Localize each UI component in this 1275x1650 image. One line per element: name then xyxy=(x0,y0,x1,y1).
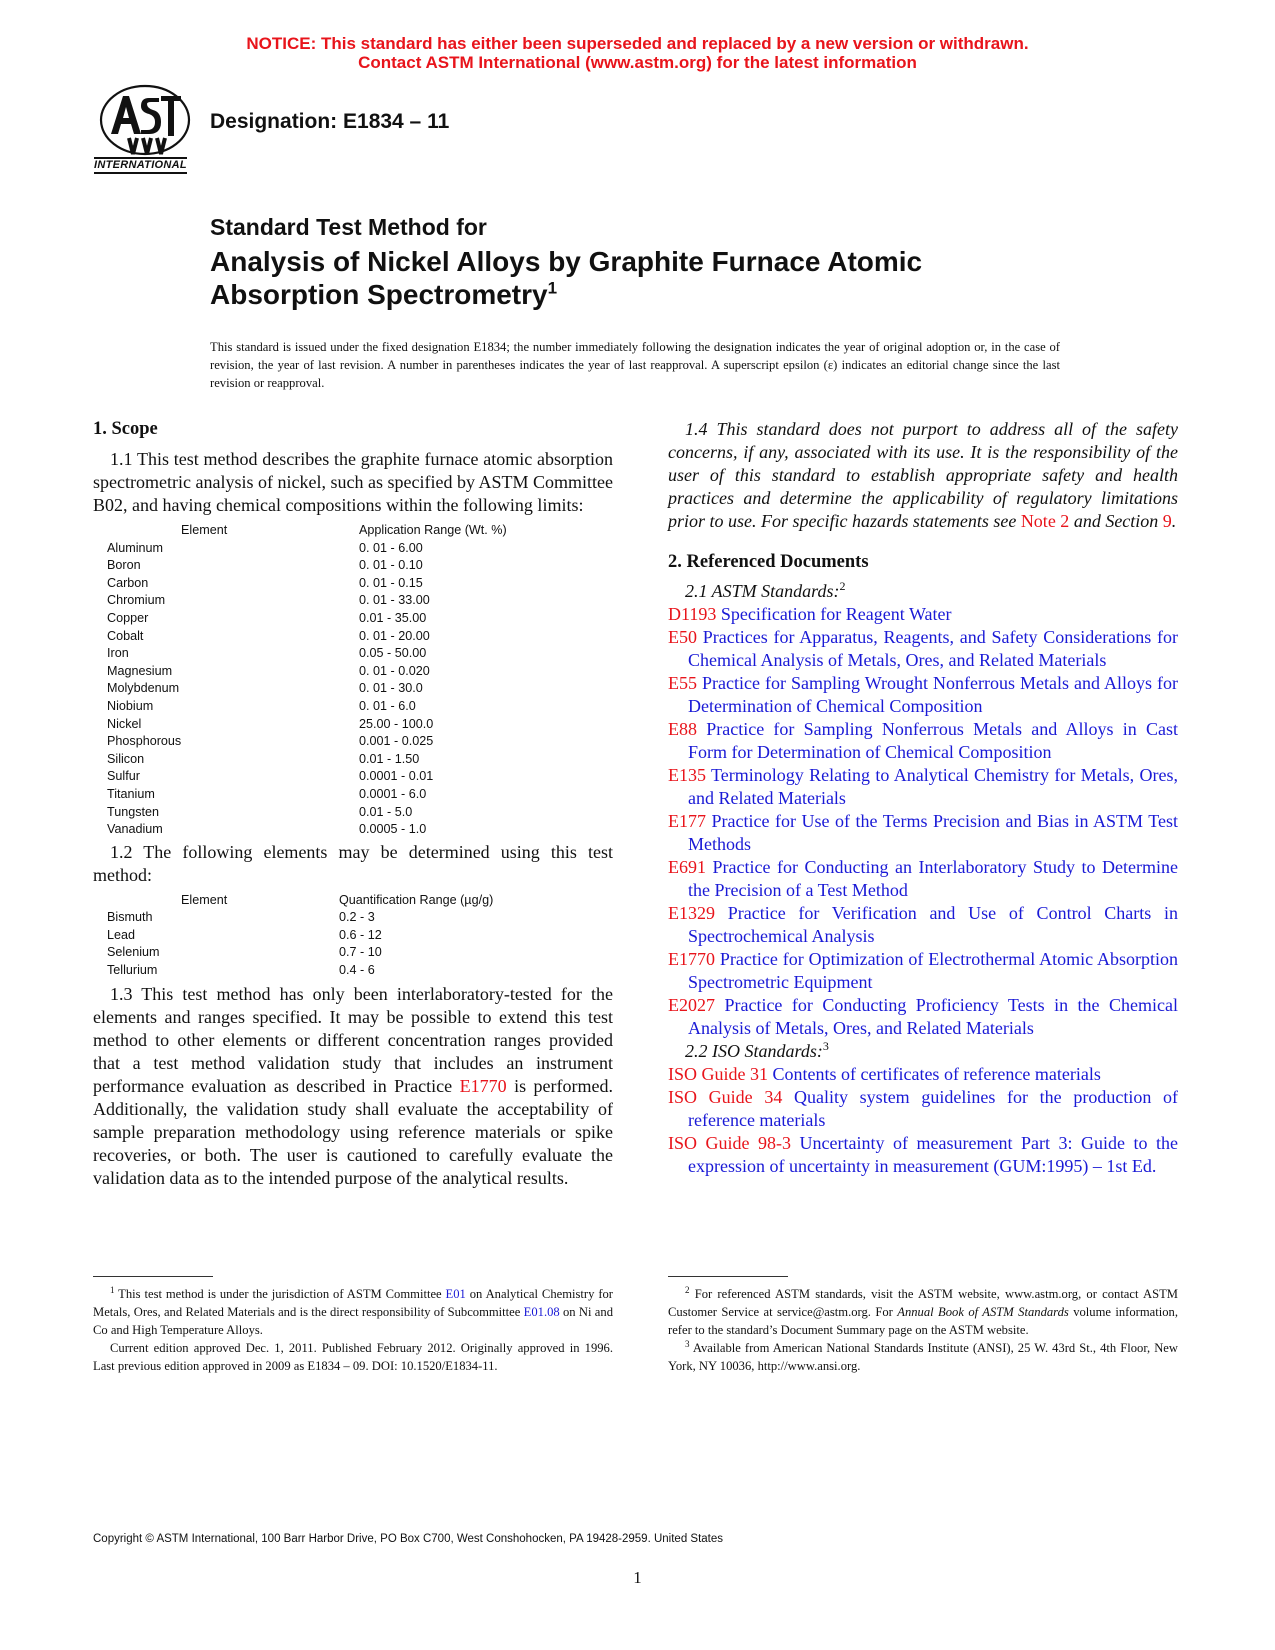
composition-row xyxy=(107,733,507,751)
astm-ref-title[interactable]: Practice for Sampling Wrought Nonferrous Metals and Alloys for Determination of Chemical Composition xyxy=(688,673,1178,716)
quantification-row xyxy=(107,944,493,962)
quantification-row xyxy=(107,927,493,945)
left-column xyxy=(93,418,613,1190)
astm-ref-item[interactable] xyxy=(668,603,1178,626)
iso-standards-list xyxy=(668,1063,1178,1178)
composition-row xyxy=(107,610,507,628)
astm-ref-code[interactable]: E88 xyxy=(668,719,697,739)
astm-ref-title[interactable]: Terminology Relating to Analytical Chemistry for Metals, Ores, and Related Materials xyxy=(688,765,1178,808)
composition-range: 0.01 - 5.0 xyxy=(359,804,413,819)
footnote-1-edition: Current edition approved Dec. 1, 2011. Published February 2012. Originally approved in 1996. Last previous edition approved in 2009 as E1834 – 09. DOI: 10.1520/E1834-11. xyxy=(93,1341,613,1373)
composition-row xyxy=(107,680,507,698)
title-footnote-mark: 1 xyxy=(547,278,558,298)
composition-element: Boron xyxy=(107,558,141,573)
iso-ref-item[interactable] xyxy=(668,1086,1178,1132)
composition-element: Iron xyxy=(107,646,129,661)
astm-ref-item[interactable] xyxy=(668,718,1178,764)
composition-element: Chromium xyxy=(107,593,166,608)
composition-range: 0.001 - 0.025 xyxy=(359,734,434,749)
composition-header-element: Element xyxy=(181,523,228,537)
title-main xyxy=(210,245,922,311)
scope-para-1-1: 1.1 This test method describes the graphite furnace atomic absorption spectrometric analysis of nickel, such as specified by ASTM Committee B02, and having chemical compositions within the following limits: xyxy=(93,449,613,515)
footnote-2: $^2$ For referenced ASTM standards, visit the ASTM website, www.astm.org, or contact ASTM Customer Service at service@astm.org. For Annual Book of ASTM Standards volume information, refer to the standard’s Document Summary page on the ASTM website. xyxy=(668,1284,1178,1337)
astm-ref-title[interactable]: Practice for Use of the Terms Precision and Bias in ASTM Test Methods xyxy=(688,811,1178,854)
composition-element: Carbon xyxy=(107,575,149,590)
astm-ref-code[interactable]: E1770 xyxy=(668,949,715,969)
astm-ref-item[interactable] xyxy=(668,856,1178,902)
footnote-1: $^1$ This test method is under the jurisdiction of ASTM Committee E01 on Analytical Chemistry for Metals, Ores, and Related Materials and is the direct responsibility of Subcommittee E01.08 on Ni and Co and High Temperature Alloys. Current edition approved Dec. 1, 2011. Published February 2012. Originally approved in 1996. Last previous edition approved in 2009 as E1834 – 09. DOI: 10.1520/E1834-11. xyxy=(93,1284,614,1373)
composition-range: 0.01 - 35.00 xyxy=(359,610,427,625)
footnote-rule-left xyxy=(93,1276,213,1277)
iso-ref-title[interactable]: Quality system guidelines for the production of reference materials xyxy=(688,1087,1178,1130)
e01-08-link[interactable]: E01.08 xyxy=(523,1305,560,1319)
composition-element: Niobium xyxy=(107,698,154,713)
right-column xyxy=(668,418,1178,1178)
composition-element: Cobalt xyxy=(107,628,144,643)
astm-ref-code[interactable]: E177 xyxy=(668,811,706,831)
quantification-range: 0.7 - 10 xyxy=(339,945,382,960)
astm-ref-item[interactable] xyxy=(668,902,1178,948)
composition-element: Titanium xyxy=(107,786,155,801)
composition-element: Nickel xyxy=(107,716,142,731)
composition-row xyxy=(107,557,507,575)
composition-element: Vanadium xyxy=(107,822,163,837)
quantification-range: 0.2 - 3 xyxy=(339,910,375,925)
iso-ref-item[interactable] xyxy=(668,1132,1178,1178)
title-line-2: Absorption Spectrometry xyxy=(210,279,548,310)
notice-line-2: Contact ASTM International (www.astm.org) for the latest information xyxy=(358,53,917,72)
astm-ref-code[interactable]: D1193 xyxy=(668,604,717,624)
composition-row xyxy=(107,592,507,610)
composition-element: Phosphorous xyxy=(107,734,182,749)
refdocs-heading: 2. Referenced Documents xyxy=(668,552,869,572)
composition-range: 0. 01 - 0.020 xyxy=(359,663,430,678)
astm-ref-item[interactable] xyxy=(668,948,1178,994)
quantification-row xyxy=(107,962,493,980)
quantification-header-range: Quantification Range (µg/g) xyxy=(339,892,494,907)
astm-ref-title[interactable]: Practice for Optimization of Electrothermal Atomic Absorption Spectrometric Equipment xyxy=(688,949,1178,992)
composition-range: 0.0001 - 0.01 xyxy=(359,769,434,784)
astm-ref-item[interactable] xyxy=(668,764,1178,810)
composition-element: Copper xyxy=(107,610,149,625)
quantification-element: Bismuth xyxy=(107,910,153,925)
astm-ref-title[interactable]: Practice for Conducting Proficiency Tests in the Chemical Analysis of Metals, Ores, and Related Materials xyxy=(688,995,1178,1038)
composition-element: Silicon xyxy=(107,751,145,766)
astm-ref-title[interactable]: Practice for Conducting an Interlaboratory Study to Determine the Precision of a Test Method xyxy=(688,857,1178,900)
quantification-row xyxy=(107,909,493,927)
composition-row xyxy=(107,786,507,804)
astm-ref-title[interactable]: Specification for Reagent Water xyxy=(716,604,952,624)
composition-range: 0. 01 - 0.15 xyxy=(359,575,423,590)
composition-row xyxy=(107,821,507,839)
astm-ref-code[interactable]: E691 xyxy=(668,857,706,877)
astm-ref-code[interactable]: E2027 xyxy=(668,995,715,1015)
composition-table xyxy=(107,522,507,839)
composition-row xyxy=(107,698,507,716)
footnote-rule-right xyxy=(668,1276,788,1277)
composition-range: 0. 01 - 33.00 xyxy=(359,593,430,608)
composition-range: 0.0001 - 6.0 xyxy=(359,786,427,801)
composition-element: Molybdenum xyxy=(107,681,180,696)
composition-range: 0. 01 - 20.00 xyxy=(359,628,430,643)
astm-standards-subheading: 2.1 ASTM Standards:$^2$ xyxy=(685,579,846,601)
issued-note: This standard is issued under the fixed designation E1834; the number immediately following the designation indicates the year of original adoption or, in the case of revision, the year of last revision. A number in parentheses indicates the year of last reapproval. A superscript epsilon (ε) indicates an editorial change since the last revision or reapproval. xyxy=(210,340,1060,390)
composition-row xyxy=(107,540,507,558)
footnote-2-3 xyxy=(668,1285,1178,1375)
composition-range: 25.00 - 100.0 xyxy=(359,716,434,731)
iso-ref-item[interactable] xyxy=(668,1063,1178,1086)
astm-ref-code[interactable]: E50 xyxy=(668,627,697,647)
astm-ref-title[interactable]: Practices for Apparatus, Reagents, and Safety Considerations for Chemical Analysis of Metals, Ores, and Related Materials xyxy=(688,627,1178,670)
title-prefix: Standard Test Method for xyxy=(210,214,487,240)
quantification-element: Selenium xyxy=(107,945,160,960)
note-2-link[interactable]: Note 2 xyxy=(1020,511,1070,531)
iso-standards-subheading: 2.2 ISO Standards:$^3$ xyxy=(685,1039,829,1061)
quantification-element: Tellurium xyxy=(107,963,158,978)
composition-row xyxy=(107,663,507,681)
astm-ref-item[interactable] xyxy=(668,626,1178,672)
quantification-table xyxy=(107,892,493,980)
footnote-3: $^3$ Available from American National Standards Institute (ANSI), 25 W. 43rd St., 4th Floor, New York, NY 10036, http://www.ansi.org. xyxy=(668,1338,1178,1373)
composition-row xyxy=(107,804,507,822)
astm-ref-code[interactable]: E135 xyxy=(668,765,706,785)
composition-row xyxy=(107,751,507,769)
designation: Designation: E1834 – 11 xyxy=(210,110,450,133)
composition-row xyxy=(107,628,507,646)
astm-ref-item[interactable] xyxy=(668,994,1178,1040)
title-line-1: Analysis of Nickel Alloys by Graphite Furnace Atomic xyxy=(210,246,923,277)
composition-range: 0. 01 - 6.0 xyxy=(359,698,416,713)
composition-range: 0.01 - 1.50 xyxy=(359,751,420,766)
astm-standards-list xyxy=(668,603,1178,1040)
astm-ref-code[interactable]: E1329 xyxy=(668,903,715,923)
scope-para-1-4: 1.4 This standard does not purport to address all of the safety concerns, if any, associated with its use. It is the responsibility of the user of this standard to establish appropriate safety and health practices and determine the applicability of regulatory limitations prior to use. For specific hazards statements see Note 2 and Section 9. xyxy=(668,419,1178,531)
composition-range: 0.05 - 50.00 xyxy=(359,646,427,661)
e1770-link[interactable]: E1770 xyxy=(459,1075,507,1096)
iso-ref-code[interactable]: ISO Guide 31 xyxy=(668,1064,768,1084)
composition-range: 0. 01 - 0.10 xyxy=(359,558,423,573)
scope-para-1-3: 1.3 This test method has only been interlaboratory-tested for the elements and ranges specified. It may be possible to extend this test method to other elements or different concentration ranges provided that a test method validation study that includes an instrument performance evaluation as described in Practice E1770 is performed. Additionally, the validation study shall evaluate the acceptability of sample preparation methodology using reference materials or spike recoveries, or both. The user is cautioned to carefully evaluate the validation data as to the intended purpose of the analytical results. xyxy=(93,983,613,1188)
copyright: Copyright © ASTM International, 100 Barr Harbor Drive, PO Box C700, West Conshohocken, PA 19428-2959. United States xyxy=(93,1533,724,1545)
composition-element: Aluminum xyxy=(107,540,163,555)
composition-row xyxy=(107,645,507,663)
composition-range: 0. 01 - 6.00 xyxy=(359,540,423,555)
composition-row xyxy=(107,716,507,734)
astm-ref-title[interactable]: Practice for Sampling Nonferrous Metals and Alloys in Cast Form for Determination of Chemical Composition xyxy=(688,719,1178,762)
iso-ref-code[interactable]: ISO Guide 34 xyxy=(668,1087,783,1107)
composition-element: Sulfur xyxy=(107,769,140,784)
quantification-range: 0.4 - 6 xyxy=(339,963,375,978)
composition-element: Tungsten xyxy=(107,804,160,819)
quantification-header-element: Element xyxy=(181,892,228,907)
quantification-element: Lead xyxy=(107,927,136,942)
composition-range: 0.0005 - 1.0 xyxy=(359,822,427,837)
scope-para-1-2: 1.2 The following elements may be determined using this test method: xyxy=(93,841,613,885)
composition-element: Magnesium xyxy=(107,663,173,678)
iso-ref-code[interactable]: ISO Guide 98-3 xyxy=(668,1133,792,1153)
composition-header-range: Application Range (Wt. %) xyxy=(359,523,507,537)
astm-ref-title[interactable]: Practice for Verification and Use of Control Charts in Spectrochemical Analysis xyxy=(688,903,1178,946)
e01-link[interactable]: E01 xyxy=(445,1287,466,1301)
astm-ref-item[interactable] xyxy=(668,810,1178,856)
iso-ref-title[interactable]: Contents of certificates of reference materials xyxy=(768,1064,1101,1084)
iso-ref-title[interactable]: Uncertainty of measurement Part 3: Guide to the expression of uncertainty in measurement (GUM:1995) – 1st Ed. xyxy=(688,1133,1178,1176)
composition-row xyxy=(107,575,507,593)
logo-international: INTERNATIONAL xyxy=(94,157,187,174)
scope-heading: 1. Scope xyxy=(93,419,158,439)
notice-line-1: NOTICE: This standard has either been superseded and replaced by a new version or withdrawn. xyxy=(246,34,1029,53)
composition-range: 0. 01 - 30.0 xyxy=(359,681,423,696)
astm-ref-item[interactable] xyxy=(668,672,1178,718)
quantification-range: 0.6 - 12 xyxy=(339,927,382,942)
page-number: 1 xyxy=(633,1568,642,1587)
astm-ref-code[interactable]: E55 xyxy=(668,673,697,693)
composition-row xyxy=(107,768,507,786)
section-9-link[interactable]: 9 xyxy=(1162,511,1172,531)
